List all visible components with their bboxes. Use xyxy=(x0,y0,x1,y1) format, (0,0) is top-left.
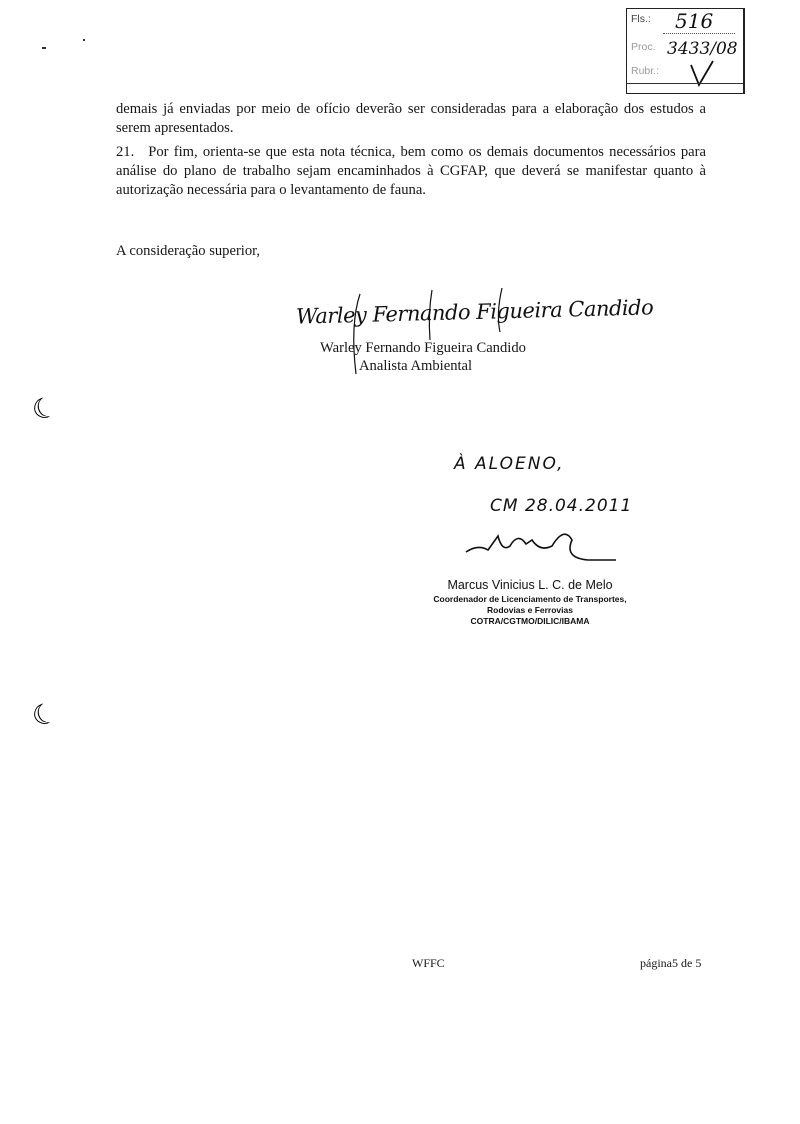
handwritten-signature: Warley Fernando Figueira Candido xyxy=(295,295,654,329)
stamp-divider xyxy=(663,33,735,34)
coordinator-unit: COTRA/CGTMO/DILIC/IBAMA xyxy=(470,616,590,626)
crescent-icon: ☾ xyxy=(27,388,62,429)
coordinator-title-line-1: Coordenador de Licenciamento de Transportes, xyxy=(433,594,627,604)
signatory-name: Warley Fernando Figueira Candido xyxy=(320,340,526,356)
dispatch-line-1: À ALOENO, xyxy=(454,454,565,474)
paragraph-21 xyxy=(116,143,706,200)
scan-speck xyxy=(83,39,85,41)
scan-speck xyxy=(42,47,46,49)
stamp-rubrica-label: Rubr.: xyxy=(631,65,660,77)
paragraph-21-text: Por fim, orienta-se que esta nota técnica, bem como os demais documentos necessários para análise do plano de trabalho sejam encaminhados à CGFAP, que deverá se manifestar quanto à autorização necessária para o levantamento de fauna. xyxy=(116,144,706,198)
coordinator-signature xyxy=(460,522,620,572)
protocol-stamp xyxy=(626,8,745,94)
stamp-fls-number: 516 xyxy=(675,9,714,33)
paragraph-21-number: 21. xyxy=(116,144,135,160)
footer-initials: WFFC xyxy=(412,956,445,970)
stamp-proc-label: Proc. xyxy=(631,41,656,53)
paragraph-20-continuation: demais já enviadas por meio de ofício deverão ser consideradas para a elaboração dos estudos a serem apresentados. xyxy=(116,101,706,136)
stamp-bottom-rule xyxy=(627,83,743,84)
closing-line: A consideração superior, xyxy=(116,243,261,259)
dispatch-line-2: CM 28.04.2011 xyxy=(490,496,633,516)
coordinator-name: Marcus Vinicius L. C. de Melo xyxy=(447,578,613,592)
footer-page-number: página5 de 5 xyxy=(640,956,702,970)
stamp-fls-label: Fls.: xyxy=(631,13,651,25)
stamp-initial-mark xyxy=(687,59,717,89)
crescent-icon: ☾ xyxy=(27,694,62,735)
stamp-proc-number: 3433/08 xyxy=(667,39,738,59)
coordinator-title-line-2: Rodovias e Ferrovias xyxy=(487,605,573,615)
signatory-title: Analista Ambiental xyxy=(359,358,473,374)
